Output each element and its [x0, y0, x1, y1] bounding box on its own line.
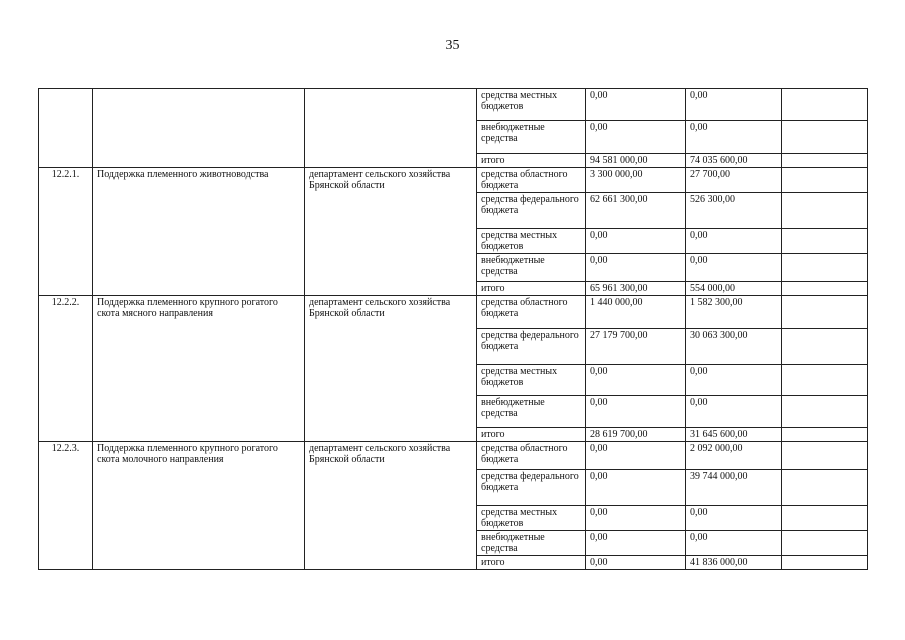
table-row — [39, 296, 868, 329]
amount-2: 0,00 — [686, 89, 782, 121]
empty-cell — [782, 442, 868, 470]
item-name: Поддержка племенного крупного рогатого скота молочного направления — [93, 442, 305, 570]
amount-1: 3 300 000,00 — [586, 168, 686, 193]
amount-2: 0,00 — [686, 396, 782, 428]
empty-cell — [782, 531, 868, 556]
table-row — [39, 168, 868, 193]
amount-2: 0,00 — [686, 506, 782, 531]
executor: департамент сельского хозяйства Брянской области — [305, 168, 477, 296]
executor-cell — [305, 89, 477, 168]
empty-cell — [782, 229, 868, 254]
amount-1: 62 661 300,00 — [586, 193, 686, 229]
amount-1: 0,00 — [586, 254, 686, 282]
amount-2: 74 035 600,00 — [686, 154, 782, 168]
amount-1: 0,00 — [586, 531, 686, 556]
funding-source: внебюджетные средства — [477, 121, 586, 154]
funding-source: средства федерального бюджета — [477, 193, 586, 229]
funding-source: итого — [477, 282, 586, 296]
funding-source: средства местных бюджетов — [477, 229, 586, 254]
item-name-cell — [93, 89, 305, 168]
empty-cell — [782, 154, 868, 168]
funding-source: внебюджетные средства — [477, 254, 586, 282]
amount-1: 1 440 000,00 — [586, 296, 686, 329]
amount-2: 41 836 000,00 — [686, 556, 782, 570]
funding-source: итого — [477, 556, 586, 570]
amount-2: 1 582 300,00 — [686, 296, 782, 329]
amount-2: 0,00 — [686, 121, 782, 154]
funding-source: средства федерального бюджета — [477, 470, 586, 506]
amount-1: 0,00 — [586, 470, 686, 506]
empty-cell — [782, 296, 868, 329]
empty-cell — [782, 428, 868, 442]
amount-1: 0,00 — [586, 121, 686, 154]
table-row — [39, 442, 868, 470]
funding-source: итого — [477, 428, 586, 442]
funding-source: средства местных бюджетов — [477, 506, 586, 531]
page-number: 35 — [445, 38, 460, 53]
amount-2: 526 300,00 — [686, 193, 782, 229]
executor: департамент сельского хозяйства Брянской области — [305, 442, 477, 570]
funding-source: средства федерального бюджета — [477, 329, 586, 365]
amount-2: 0,00 — [686, 229, 782, 254]
funding-source: внебюджетные средства — [477, 531, 586, 556]
amount-1: 0,00 — [586, 396, 686, 428]
amount-2: 554 000,00 — [686, 282, 782, 296]
funding-source: средства местных бюджетов — [477, 89, 586, 121]
item-name: Поддержка племенного животноводства — [93, 168, 305, 296]
item-number: 12.2.2. — [39, 296, 93, 442]
amount-1: 0,00 — [586, 229, 686, 254]
amount-1: 0,00 — [586, 506, 686, 531]
amount-2: 27 700,00 — [686, 168, 782, 193]
amount-2: 31 645 600,00 — [686, 428, 782, 442]
amount-1: 65 961 300,00 — [586, 282, 686, 296]
amount-2: 0,00 — [686, 531, 782, 556]
item-number: 12.2.3. — [39, 442, 93, 570]
amount-2: 39 744 000,00 — [686, 470, 782, 506]
empty-cell — [782, 506, 868, 531]
amount-2: 0,00 — [686, 254, 782, 282]
amount-1: 0,00 — [586, 556, 686, 570]
amount-1: 0,00 — [586, 89, 686, 121]
amount-1: 94 581 000,00 — [586, 154, 686, 168]
empty-cell — [782, 89, 868, 121]
amount-2: 30 063 300,00 — [686, 329, 782, 365]
item-number: 12.2.1. — [39, 168, 93, 296]
empty-cell — [782, 168, 868, 193]
amount-1: 0,00 — [586, 442, 686, 470]
empty-cell — [782, 556, 868, 570]
empty-cell — [782, 254, 868, 282]
item-number-cell — [39, 89, 93, 168]
budget-table — [38, 88, 868, 570]
empty-cell — [782, 121, 868, 154]
funding-source: средства областного бюджета — [477, 168, 586, 193]
empty-cell — [782, 396, 868, 428]
funding-source: средства областного бюджета — [477, 442, 586, 470]
amount-2: 2 092 000,00 — [686, 442, 782, 470]
table-row — [39, 89, 868, 121]
executor: департамент сельского хозяйства Брянской области — [305, 296, 477, 442]
amount-1: 28 619 700,00 — [586, 428, 686, 442]
empty-cell — [782, 282, 868, 296]
funding-source: итого — [477, 154, 586, 168]
empty-cell — [782, 470, 868, 506]
funding-source: внебюджетные средства — [477, 396, 586, 428]
amount-1: 27 179 700,00 — [586, 329, 686, 365]
funding-source: средства местных бюджетов — [477, 365, 586, 396]
funding-source: средства областного бюджета — [477, 296, 586, 329]
amount-2: 0,00 — [686, 365, 782, 396]
amount-1: 0,00 — [586, 365, 686, 396]
item-name: Поддержка племенного крупного рогатого скота мясного направления — [93, 296, 305, 442]
empty-cell — [782, 193, 868, 229]
empty-cell — [782, 329, 868, 365]
empty-cell — [782, 365, 868, 396]
